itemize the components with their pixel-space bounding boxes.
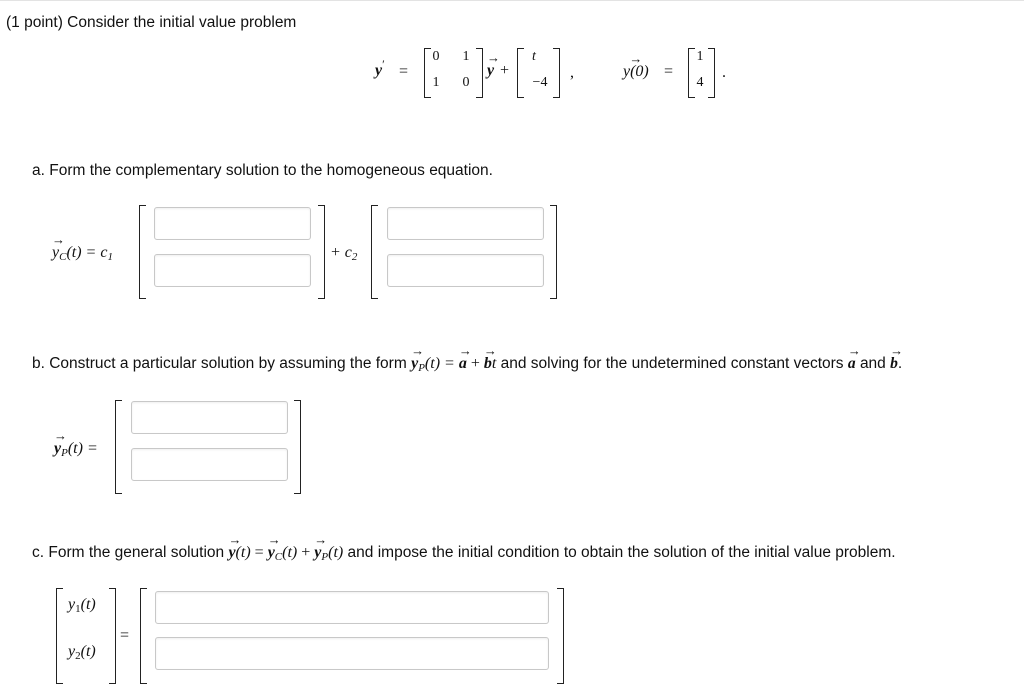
part-a-c2-entry-1-input[interactable] — [387, 207, 544, 240]
matrix-a11: 0 — [432, 49, 440, 64]
ic-entry-1: 1 — [696, 49, 704, 64]
part-b-entry-1-input[interactable] — [131, 401, 288, 434]
part-a-plus-c2: + $c_2$ — [330, 244, 358, 263]
matrix-a12: 1 — [462, 49, 470, 64]
part-b-prompt: b. Construct a particular solution by assuming the form $y \to_P(t) = a$ → + b →t and solving for the undetermined constant vectors a → and b →. — [32, 355, 902, 374]
part-c-prompt: c. Form the general solution $y \to(t) = y \to_C(t) + y \to_P(t)$ and impose the initial condition to obtain the solution of the initial value problem. — [32, 544, 896, 563]
y2-label: $y_2(t)$ — [68, 643, 96, 662]
y-prime-lhs: y′ — [375, 57, 385, 79]
forcing-entry-2: −4 — [532, 75, 548, 90]
part-b-lhs: $y \to_P(t)$ = — [54, 440, 98, 459]
matrix-a22: 0 — [462, 75, 470, 90]
forcing-bracket-left — [517, 48, 524, 98]
plus-sign: + — [500, 62, 510, 79]
matrix-bracket-right — [476, 48, 483, 98]
part-a-c2-entry-2-input[interactable] — [387, 254, 544, 287]
ic-entry-2: 4 — [696, 75, 704, 90]
part-b-bracket-right — [294, 400, 301, 494]
y-vector: y → — [487, 62, 494, 80]
part-a-bracket-1-right — [318, 205, 325, 299]
part-c-rhs-bracket-left — [140, 588, 147, 684]
problem-intro: (1 point) Consider the initial value problem — [6, 14, 297, 31]
part-a-lhs: $y \to_C(t) = c_1$ — [52, 244, 113, 263]
part-b-entry-2-input[interactable] — [131, 448, 288, 481]
forcing-bracket-right — [553, 48, 560, 98]
part-c-rhs-bracket-right — [557, 588, 564, 684]
initial-condition-lhs: y(0) → — [623, 63, 649, 81]
part-b-bracket-left — [115, 400, 122, 494]
period: . — [722, 64, 726, 81]
part-c-lhs-bracket-right — [109, 588, 116, 684]
part-a-bracket-2-right — [550, 205, 557, 299]
top-divider — [0, 0, 1024, 1]
part-a-c1-entry-1-input[interactable] — [154, 207, 311, 240]
part-c-y1-input[interactable] — [155, 591, 549, 624]
forcing-entry-1: t — [532, 49, 536, 64]
matrix-a21: 1 — [432, 75, 440, 90]
comma: , — [570, 64, 574, 81]
ic-equals-sign: = — [664, 63, 674, 80]
y1-label: $y_1(t)$ — [68, 596, 96, 615]
part-c-equals: = — [120, 627, 130, 644]
part-c-lhs-bracket-left — [56, 588, 63, 684]
equals-sign: = — [399, 63, 409, 80]
part-a-bracket-2-left — [371, 205, 378, 299]
part-c-y2-input[interactable] — [155, 637, 549, 670]
part-a-bracket-1-left — [139, 205, 146, 299]
part-a-c1-entry-2-input[interactable] — [154, 254, 311, 287]
ic-bracket-right — [708, 48, 715, 98]
part-a-prompt: a. Form the complementary solution to the homogeneous equation. — [32, 162, 493, 179]
